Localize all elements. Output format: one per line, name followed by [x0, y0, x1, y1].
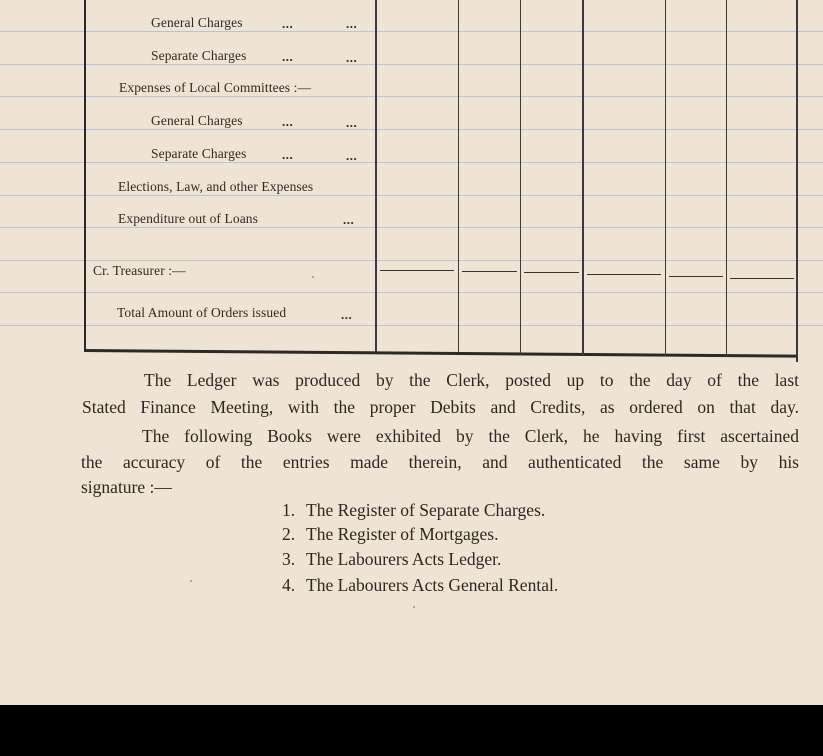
table-left-border	[84, 0, 86, 352]
row-label: Separate Charges	[151, 146, 247, 161]
section-label: Expenses of Local Committees :—	[119, 80, 312, 95]
paragraph-line: the accuracy of the entries made therein, and authenticated the same by his	[81, 452, 799, 472]
paragraph-line: Stated Finance Meeting, with the proper Debits and Credits, as ordered on that day.	[82, 397, 799, 417]
column-divider	[582, 0, 584, 355]
total-underline	[669, 276, 723, 277]
list-number: 4.	[282, 575, 296, 595]
column-divider	[375, 0, 377, 352]
leader-dots: ...	[346, 16, 358, 31]
paper-speck	[190, 580, 192, 582]
book-list-item	[282, 549, 501, 570]
ruled-line	[0, 260, 823, 261]
book-list-item	[282, 524, 498, 545]
book-title: The Labourers Acts General Rental.	[306, 575, 559, 595]
paragraph-line: The Ledger was produced by the Clerk, posted up to the day of the last	[144, 370, 799, 390]
row-label: General Charges	[151, 113, 243, 128]
table-bottom-border	[84, 349, 797, 358]
total-underline	[380, 270, 454, 271]
leader-dots: ...	[343, 212, 355, 227]
row-label: Elections, Law, and other Expenses	[118, 179, 314, 194]
book-list-item	[282, 575, 558, 596]
leader-dots: ...	[282, 147, 294, 162]
paragraph-line: signature :—	[81, 477, 172, 497]
leader-dots: ...	[282, 16, 294, 31]
list-number: 1.	[282, 500, 296, 520]
column-divider	[726, 0, 727, 357]
column-divider	[665, 0, 666, 356]
ruled-line	[0, 227, 823, 228]
row-label: Separate Charges	[151, 48, 247, 63]
column-divider	[796, 0, 798, 362]
ruled-line	[0, 64, 823, 65]
column-divider	[520, 0, 521, 354]
ruled-line	[0, 129, 823, 130]
scan-bottom-edge	[0, 705, 823, 756]
book-list-item	[282, 500, 545, 521]
book-title: The Labourers Acts Ledger.	[306, 549, 502, 569]
leader-dots: ...	[341, 307, 353, 322]
total-underline	[730, 278, 794, 279]
list-number: 2.	[282, 524, 296, 544]
total-underline	[462, 271, 517, 272]
leader-dots: ...	[346, 115, 358, 130]
leader-dots: ...	[282, 114, 294, 129]
ruled-line	[0, 195, 823, 196]
leader-dots: ...	[346, 148, 358, 163]
row-label: Total Amount of Orders issued	[117, 305, 287, 320]
ruled-line	[0, 31, 823, 32]
book-title: The Register of Separate Charges.	[306, 500, 546, 520]
total-underline	[587, 274, 661, 275]
book-title: The Register of Mortgages.	[306, 524, 499, 544]
row-label: Cr. Treasurer :—	[93, 263, 186, 278]
row-label: Expenditure out of Loans	[118, 211, 258, 226]
total-underline	[524, 272, 579, 273]
list-number: 3.	[282, 549, 296, 569]
column-divider	[458, 0, 459, 353]
ruled-line	[0, 325, 823, 326]
ruled-line	[0, 96, 823, 97]
row-label: General Charges	[151, 15, 243, 30]
paragraph-line: The following Books were exhibited by the Clerk, he having first ascertained	[142, 426, 799, 446]
leader-dots: ...	[346, 50, 358, 65]
leader-dots: ...	[282, 49, 294, 64]
ruled-line	[0, 162, 823, 163]
ruled-line	[0, 292, 823, 293]
paper-speck	[413, 606, 415, 608]
paper-speck	[312, 276, 314, 278]
